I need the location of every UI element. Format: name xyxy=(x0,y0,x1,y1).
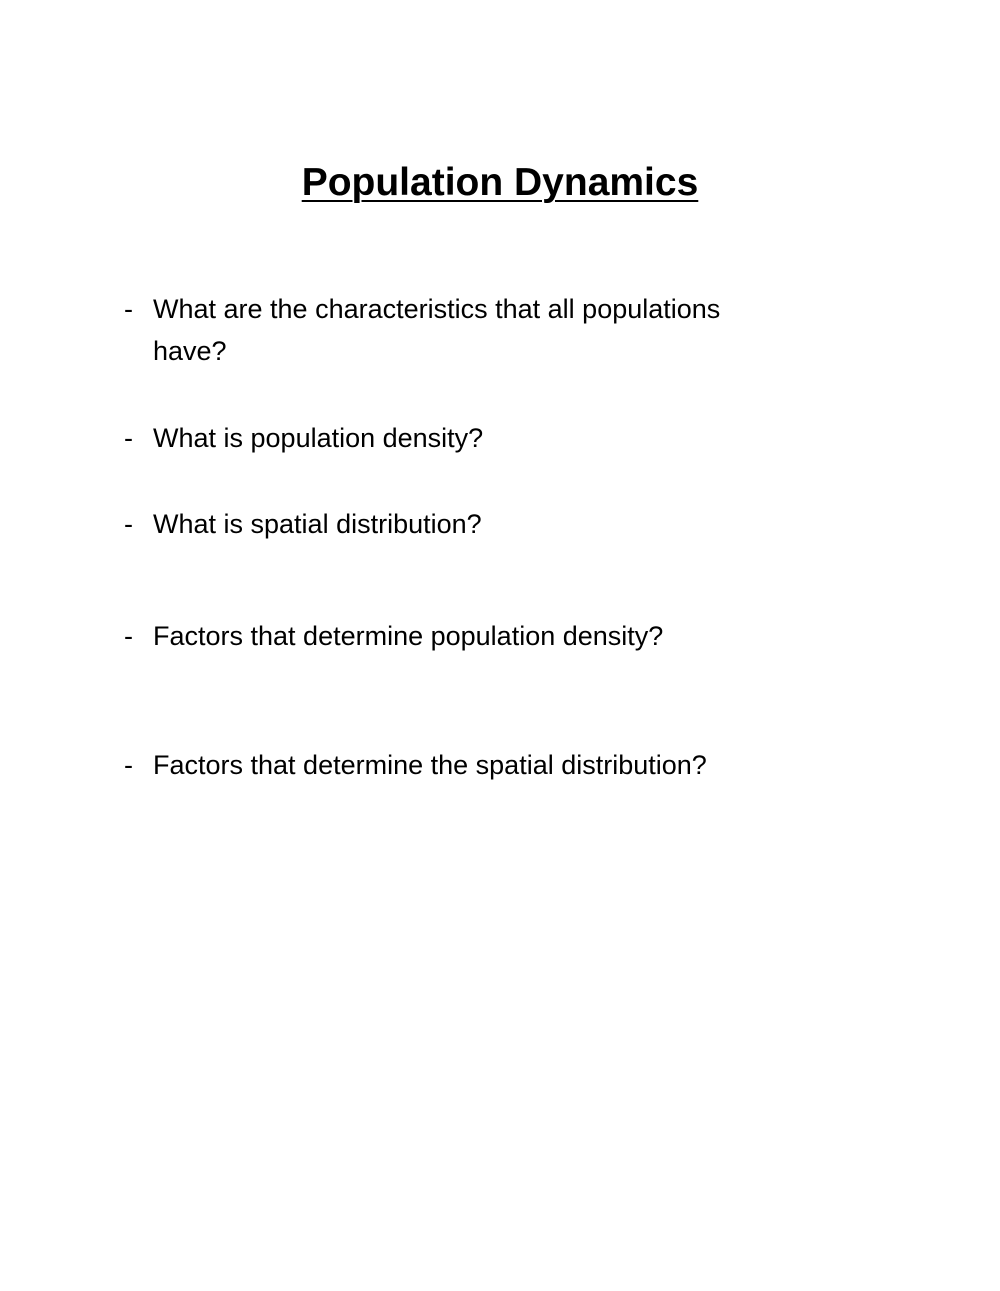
question-item xyxy=(124,288,764,372)
question-item xyxy=(124,503,764,545)
question-text: Factors that determine population density? xyxy=(153,621,664,651)
question-item xyxy=(124,615,764,657)
question-text: What are the characteristics that all populations have? xyxy=(153,294,721,366)
question-item xyxy=(124,417,764,459)
question-text: What is population density? xyxy=(153,423,484,453)
question-item xyxy=(124,744,764,786)
question-text: What is spatial distribution? xyxy=(153,509,482,539)
bullet-dash: - xyxy=(124,294,133,324)
bullet-dash: - xyxy=(124,423,133,453)
bullet-dash: - xyxy=(124,621,133,651)
page-title xyxy=(0,158,1000,208)
question-text: Factors that determine the spatial distribution? xyxy=(153,750,707,780)
bullet-dash: - xyxy=(124,509,133,539)
bullet-dash: - xyxy=(124,750,133,780)
page-title-text: Population Dynamics xyxy=(301,161,699,204)
